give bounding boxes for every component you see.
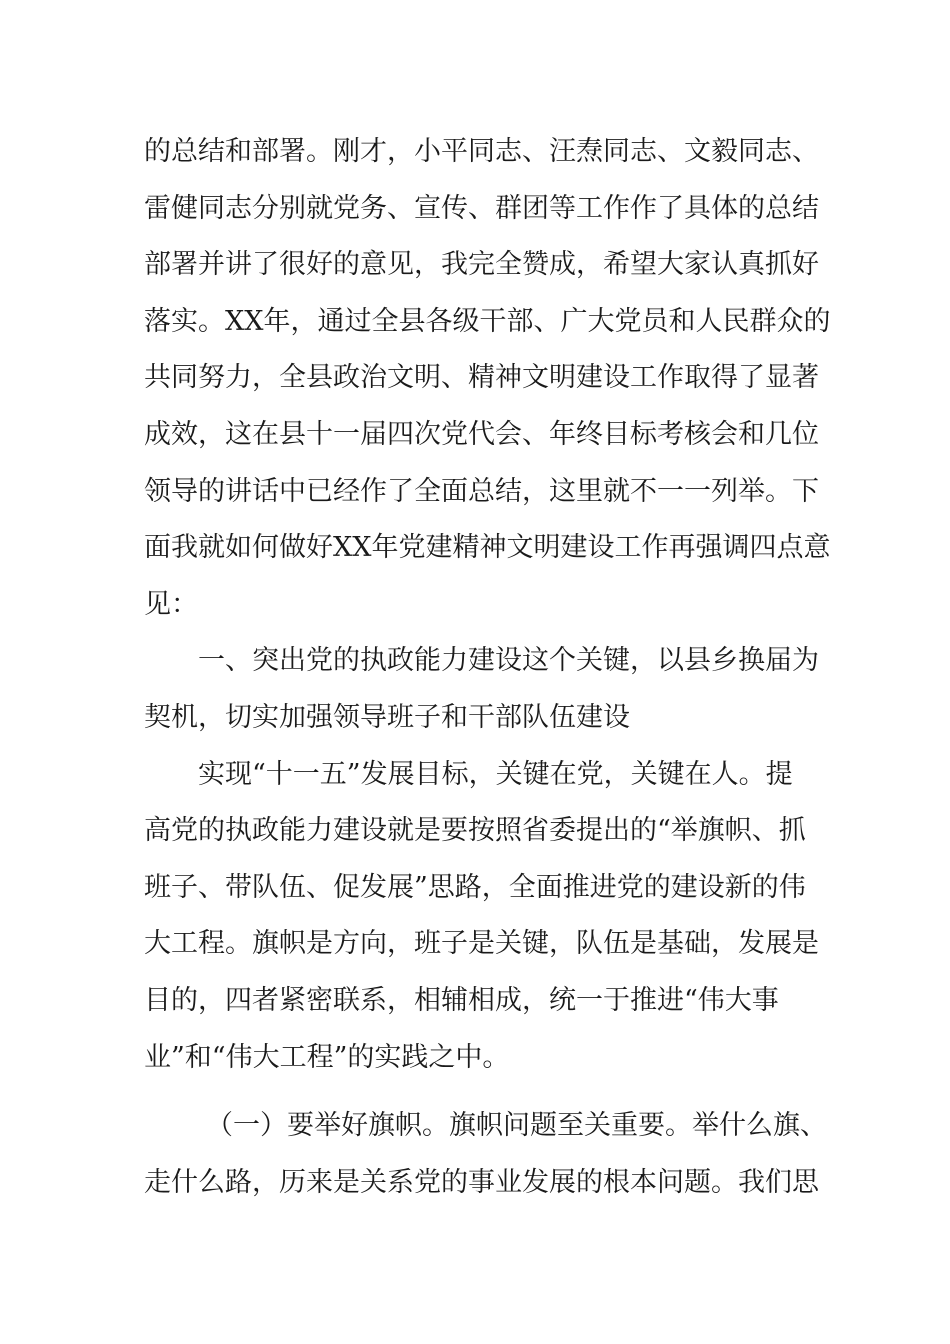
text-line: 雷健同志分别就党务、宣传、群团等工作作了具体的总结 [144, 192, 819, 224]
text-line: 的总结和部署。刚才，小平同志、汪焘同志、文毅同志、 [144, 136, 819, 167]
subsection-line: （一）要举好旗帜。旗帜问题至关重要。举什么旗、 [206, 1110, 827, 1142]
text-line: 成效，这在县十一届四次党代会、年终目标考核会和几位 [144, 418, 819, 450]
text-line: 面我就如何做好XX年党建精神文明建设工作再强调四点意 [144, 532, 831, 564]
section-heading-line: 一、突出党的执政能力建设这个关键，以县乡换届为 [198, 645, 819, 677]
text-line: 大工程。旗帜是方向，班子是关键，队伍是基础，发展是 [144, 928, 819, 960]
document-body [144, 124, 831, 1211]
text-line: 见： [144, 588, 198, 620]
text-line: 实现“十一五”发展目标，关键在党，关键在人。提 [198, 758, 793, 790]
text-line: 部署并讲了很好的意见，我完全赞成，希望大家认真抓好 [144, 249, 819, 281]
text-line: 落实。XX年，通过全县各级干部、广大党员和人民群众的 [144, 305, 831, 337]
text-line: 领导的讲话中已经作了全面总结，这里就不一一列举。下 [144, 475, 819, 507]
text-line: 目的，四者紧密联系，相辅相成，统一于推进“伟大事 [144, 984, 779, 1016]
text-line: 共同努力，全县政治文明、精神文明建设工作取得了显著 [144, 362, 819, 394]
text-line: 业”和“伟大工程”的实践之中。 [144, 1041, 510, 1073]
text-line: 班子、带队伍、促发展”思路，全面推进党的建设新的伟 [144, 871, 806, 903]
section-heading-line: 契机，切实加强领导班子和干部队伍建设 [144, 701, 630, 733]
text-line: 高党的执政能力建设就是要按照省委提出的“举旗帜、抓 [144, 815, 806, 847]
text-line: 走什么路，历来是关系党的事业发展的根本问题。我们思 [144, 1166, 819, 1198]
